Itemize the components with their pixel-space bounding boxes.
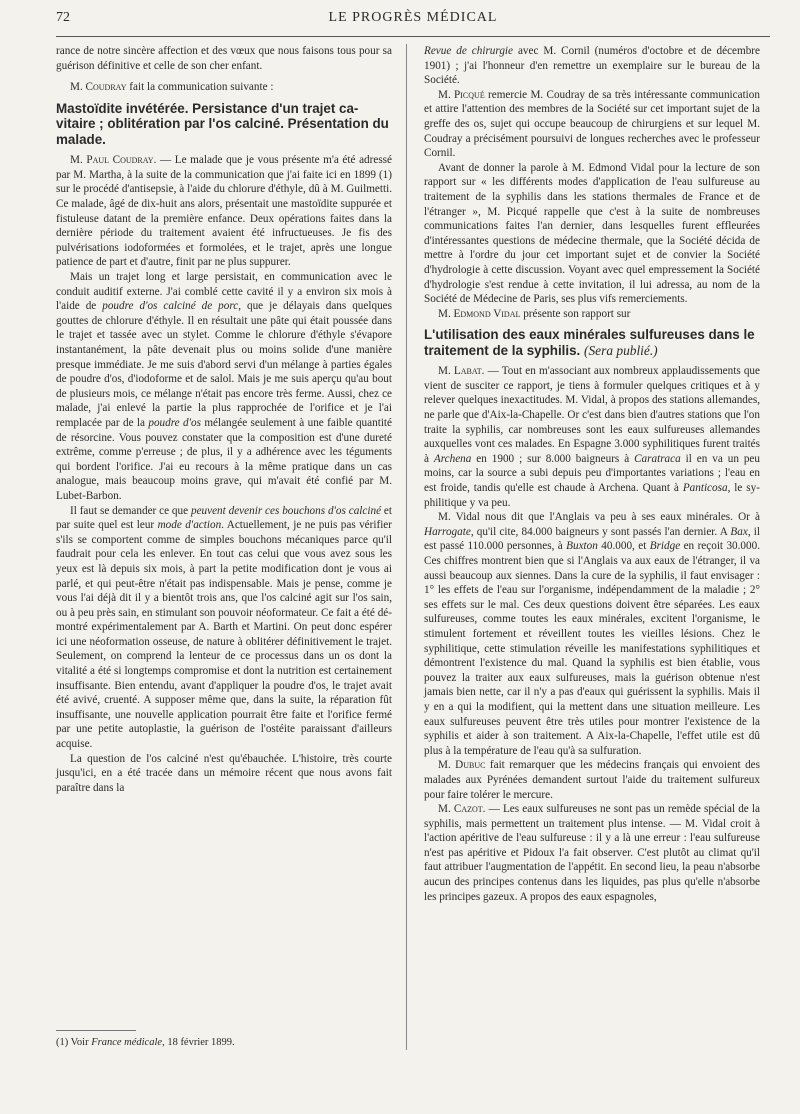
speaker-name: M. Picqué: [438, 88, 485, 101]
paragraph: M. Edmond Vidal présente son rapport sur: [438, 307, 631, 320]
paragraph: M. Paul Coudray. — Le malade que je vous présente m'a été adressé par M. Martha, à la suite de la communication que j'ai faite ici en 1899 (1) sur le procédé d'antisepsie, à l'aide du chlorure d'éthyle, dû à M. Guilmetti. Ce malade, âgé de dix-huit ans alors, présentait une mastoïdite suppurée et fistuleuse datant de la première enfance. Deux opérations faites dans la dernière période du traitement avaient été infructueuses. Je fis des pulvérisations iodoformées et formolées, et le trajet, après une longue patience de part et d'autre, finit par ne plus suppurer.: [56, 154, 392, 269]
paragraph: M. Coudray fait la communication suivante :: [70, 81, 274, 94]
paragraph: Il faut se demander ce que peuvent devenir ces bouchons d'os calciné et par suite quel est leur mode d'action. Actuellement, je ne puis pas vérifier s'ils se comportent comme de simples bouchons mécaniques parce qu'il faudrait pour cela les enlever. En tout cas celui que vous avez sous les yeux est là depuis six mois, à part la petite modification dont je vous ai parlé, et qui peut-être n'était pas indispensable. Mais je pense, comme je vous l'ai déjà dit il y a bientôt trois ans, que l'os calciné agit sur l'os sain, ou à peu près sain, en stimulant son pouvoir néoformateur. Ce fait a été démontré expérimentalement par A. Barth et Martini. On peut donc espérer ici une néoformation osseuse, de nature à oblitérer définitivement le trajet. Seulement, on comprend la lenteur de ce processus dans un os dont la vitalité a été si longtemps compromise et dont la nutrition est certainement insuffisante. Bien entendu, avant d'appliquer la poudre d'os, le trajet avait été avivé, cruenté. A supposer même que, dans la suite, la réparation fût insuffisante, une nouvelle application pourrait être faite et l'orifice fermé par une petite autoplastie, la guérison de l'ostéite paraissant d'ailleurs acquise.: [56, 504, 393, 751]
paragraph: La question de l'os calciné n'est qu'ébauchée. L'histoire, très courte jusqu'ici, en a été tracée dans un mémoire récent que nous avons fait paraître dans la: [56, 752, 392, 794]
header-rule: [56, 36, 770, 37]
heading-note: (Sera publié.): [584, 342, 658, 358]
paragraph: Revue de chirurgie avec M. Cornil (numéros d'octobre et de décembre 1901) ; j'ai l'honneur d'en remettre un exemplaire sur le bureau de la Société.: [424, 45, 760, 87]
section-heading: L'utilisation des eaux minérales sulfureuses dans le traitement de la syphilis. (Sera publié.): [424, 327, 755, 358]
paragraph: M. Picqué remercie M. Coudray de sa très intéressante communication et attire l'attention des membres de la Société sur cet important sujet de la greffe des os, sujet qui occupe beaucoup de chirurgiens et sur lequel M. Coudray a précisément poursuivi de longues recherches avec le professeur Cornil.: [424, 88, 760, 160]
running-head: LE PROGRÈS MÉDICAL: [328, 10, 498, 25]
column-divider: [406, 44, 407, 1050]
left-column: [56, 44, 392, 795]
paragraph: Mais un trajet long et large persistait, en communication avec le conduit auditif externe. J'ai comblé cette cavité il y a environ six mois à l'aide de poudre d'os calciné de porc, que je délayais dans quelques gouttes de chlorure d'éthyle. Il en résultait une pâte qui était poussée dans le trajet et tassée avec un stylet. Comme le chlorure d'éthyle s'évapore instantanément, la pâte devenait plus ou moins solide d'une manière presque immédiate. Je me suis d'abord servi d'un mélange à parties égales de poudre d'os, d'iodoforme et de salol. Mais je me suis aperçu qu'au bout de plusieurs mois, ce mélange n'était pas encore très ferme. Aussi, chez ce malade, j'ai enlevé la partie la plus rapprochée de l'orifice et je l'ai remplacée par de la poudre d'os mélangée seulement à une faible quantité de résorcine. Vous pouvez constater que la composition est d'une dureté extrême, comme p'erreuse ; de plus, il y a adhérence avec les téguments qui bordent l'orifice. J'ai eu recours à la même pratique dans un cas analogue, mais beaucoup moins grave, qui m'avait été confié par M. Lubet-Barbon.: [56, 271, 392, 502]
right-column: [424, 44, 760, 904]
page-number: 72: [56, 10, 70, 25]
footnote: (1) Voir France médicale, 18 février 1899.: [56, 1037, 235, 1048]
speaker-name: M. Coudray: [70, 81, 127, 94]
paragraph: M. Dubuc fait remarquer que les médecins français qui envoient des malades aux Pyrénées demandent surtout l'aide du traitement sulfureux pour faire tolérer le mercure.: [424, 759, 760, 801]
page-header: [56, 10, 770, 32]
paragraph: M. Cazot. — Les eaux sulfureuses ne sont pas un remède spécial de la syphilis, mais permettent un traitement plus intense. — M. Vidal croit à l'action apéritive de l'eau sulfureuse : il y a là une erreur : l'eau sulfureuse n'est pas apéritive et Pidoux l'a fait observer. C'est plutôt au climat qu'il faut attribuer l'augmentation de l'appétit. En second lieu, la peau n'absorbe aucun des principes contenus dans les liquides, pas plus qu'elle n'absorbe les principes gazeux. A propos des eaux espagnoles,: [424, 803, 760, 903]
speaker-name: M. Labat.: [438, 365, 485, 378]
section-heading: Mastoïdite invétérée. Persistance d'un trajet cavitaire ; oblitération par l'os calciné. Présentation du malade.: [56, 100, 389, 147]
paragraph: rance de notre sincère affection et des vœux que nous faisons tous pour sa guérison définitive et celle de son cher enfant.: [56, 45, 392, 72]
footnote-rule: [56, 1030, 136, 1031]
speaker-name: M. Edmond Vidal: [438, 307, 521, 320]
speaker-name: M. Cazot.: [438, 803, 486, 816]
speaker-name: M. Paul Coudray.: [70, 154, 157, 167]
paragraph: Avant de donner la parole à M. Edmond Vidal pour la lecture de son rapport sur « les différents modes d'application de l'eau sulfureuse au traitement de la syphilis dans les stations thermales de France et de l'étranger », M. Picqué rappelle que c'est à la suite de nombreuses communications faites l'an dernier, dans lesquelles furent effleurées d'intéressantes questions de médecine thermale, que la Société décida de mettre à l'ordre du jour cet important sujet et de convier la Société d'hydrologie à cette discussion. Voyant avec quel empressement la Société d'hydrologie s'est rendue à cette invitation, il lui adressa, au nom de la Société de Médecine de Paris, ses plus vifs remerciements.: [424, 161, 760, 306]
paragraph: M. Vidal nous dit que l'Anglais va peu à ses eaux minérales. Or à Harrogate, qu'il cite, 84.000 baigneurs y sont passés l'an dernier. A Bax, il est passé 110.000 personnes, à Buxton 40.000, et Bridge en reçoit 30.000. Ces chiffres montrent bien que si l'Anglais va aux eaux de l'étranger, il va aussi beaucoup aux siennes. Dans la cure de la syphilis, il faut envisager : 1° les effets de l'eau sur l'organisme, indépendamment de la maladie ; 2° ses effets sur le mal. Ces deux questions doivent être séparées. Les eaux sulfureuses, comme toutes les eaux minérales, excitent l'organisme, le stimulent fortement et réveillent toutes les vieilles lésions. Chez le syphilitique, cette stimulation réveille les manifestations syphilitiques et démontrent l'existence du mal. Quand la syphilis est bien établie, vous pouvez la traiter aux eaux sulfureuses, mais la guérison obtenue n'est jamais bien nette, car il n'y a pas d'eaux qui guérissent la syphilis. Mais il y en a qui la modifient, qui la mettent dans une situation meilleure. Les eaux sulfureuses peuvent être très utiles pour montrer l'existence de la syphilis et aider à son traitement. A Aix-la-Chapelle, l'effet utile est dû plus à la température de l'eau qu'à sa sulfuration.: [424, 511, 761, 757]
speaker-name: M. Dubuc: [438, 759, 486, 772]
paragraph: M. Labat. — Tout en m'associant aux nombreux applaudissements que vient de susciter ce rapport, je tiens à formuler quelques critiques et à y relever quelques inexactitudes. M. Vidal, à propos des stations allemandes, ne parle que d'Aix-la-Chapelle. Or c'est dans bien d'autres stations que l'on traite la syphilis, car nombreuses sont les eaux sulfureuses allemandes auxquelles vont ces malades. En Espagne 3.000 syphilitiques furent traités à Archena en 1900 ; sur 8.000 baigneurs à Caratraca il en va un peu moins, car la source a subi depuis peu d'importantes variations ; l'eau en est froide, tandis qu'elle est chaude à Archena. Quant à Panticosa, le syphilitique y va peu.: [424, 365, 760, 509]
